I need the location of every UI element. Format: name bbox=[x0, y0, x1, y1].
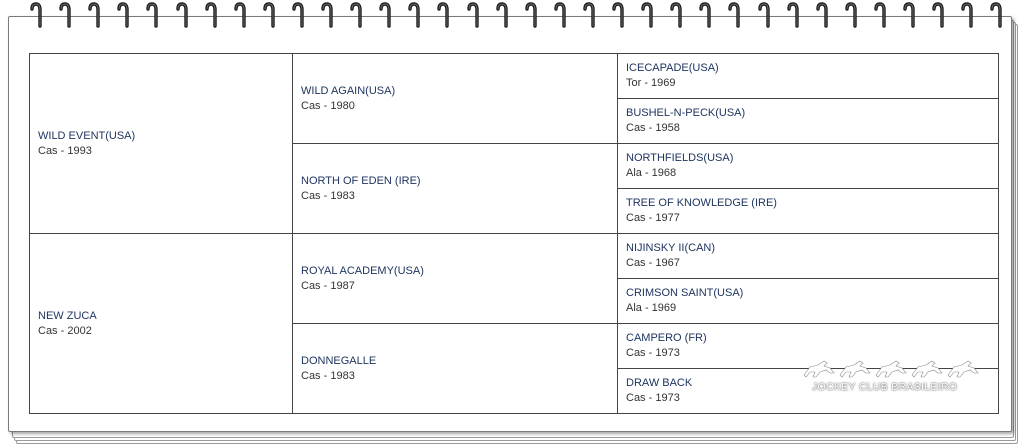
spiral-ring bbox=[496, 2, 510, 32]
grandparent-cell bbox=[293, 324, 618, 414]
great-grandparent-cell bbox=[618, 234, 999, 279]
spiral-binding bbox=[0, 0, 1024, 40]
dam-info: Cas - 2002 bbox=[38, 324, 92, 337]
spiral-ring bbox=[554, 2, 568, 32]
spiral-ring bbox=[641, 2, 655, 32]
great-grandparent-name: BUSHEL-N-PECK(USA) bbox=[626, 107, 746, 119]
spiral-ring bbox=[961, 2, 975, 32]
grandparent-name: DONNEGALLE bbox=[301, 354, 377, 367]
grandparent-cell bbox=[293, 144, 618, 234]
spiral-ring bbox=[408, 2, 422, 32]
great-grandparent-info: Ala - 1969 bbox=[626, 302, 677, 314]
grandparent-info: Cas - 1987 bbox=[301, 279, 355, 292]
spiral-ring bbox=[903, 2, 917, 32]
spiral-ring bbox=[234, 2, 248, 32]
great-grandparent-info: Tor - 1969 bbox=[626, 77, 676, 89]
spiral-ring bbox=[437, 2, 451, 32]
great-grandparent-name: CRIMSON SAINT(USA) bbox=[626, 287, 744, 299]
great-grandparent-info: Cas - 1973 bbox=[626, 347, 680, 359]
spiral-ring bbox=[728, 2, 742, 32]
great-grandparent-cell bbox=[618, 144, 999, 189]
spiral-ring bbox=[117, 2, 131, 32]
spiral-ring bbox=[176, 2, 190, 32]
spiral-ring bbox=[30, 2, 44, 32]
great-grandparent-name: CAMPERO (FR) bbox=[626, 332, 707, 344]
great-grandparent-name: TREE OF KNOWLEDGE (IRE) bbox=[626, 197, 777, 209]
spiral-ring bbox=[88, 2, 102, 32]
spiral-ring bbox=[845, 2, 859, 32]
spiral-ring bbox=[583, 2, 597, 32]
great-grandparent-cell bbox=[618, 279, 999, 324]
dam-name: NEW ZUCA bbox=[38, 309, 97, 322]
great-grandparent-cell bbox=[618, 54, 999, 99]
spiral-ring bbox=[467, 2, 481, 32]
great-grandparent-cell bbox=[618, 189, 999, 234]
spiral-ring bbox=[59, 2, 73, 32]
spiral-ring bbox=[932, 2, 946, 32]
grandparent-cell bbox=[293, 54, 618, 144]
spiral-ring bbox=[525, 2, 539, 32]
spiral-ring bbox=[612, 2, 626, 32]
great-grandparent-info: Ala - 1968 bbox=[626, 167, 677, 179]
spiral-ring bbox=[379, 2, 393, 32]
racing-horses-icon bbox=[800, 355, 986, 381]
great-grandparent-info: Cas - 1967 bbox=[626, 257, 680, 269]
grandparent-info: Cas - 1983 bbox=[301, 189, 355, 202]
spiral-ring bbox=[205, 2, 219, 32]
spiral-ring bbox=[699, 2, 713, 32]
spiral-ring bbox=[787, 2, 801, 32]
spiral-ring bbox=[350, 2, 364, 32]
grandparent-info: Cas - 1983 bbox=[301, 369, 355, 382]
jockey-club-watermark bbox=[800, 355, 986, 397]
great-grandparent-cell bbox=[618, 99, 999, 144]
great-grandparent-name: DRAW BACK bbox=[626, 377, 693, 389]
grandparent-name: ROYAL ACADEMY(USA) bbox=[301, 264, 424, 277]
grandparent-cell bbox=[293, 234, 618, 324]
spiral-ring bbox=[816, 2, 830, 32]
spiral-ring bbox=[670, 2, 684, 32]
grandparent-info: Cas - 1980 bbox=[301, 99, 355, 112]
great-grandparent-name: NORTHFIELDS(USA) bbox=[626, 152, 734, 164]
spiral-ring bbox=[990, 2, 1004, 32]
spiral-ring bbox=[321, 2, 335, 32]
spiral-ring bbox=[874, 2, 888, 32]
spiral-ring bbox=[263, 2, 277, 32]
watermark-text: JOCKEY CLUB BRASILEIRO bbox=[812, 381, 958, 393]
sire-info: Cas - 1993 bbox=[38, 144, 92, 157]
great-grandparent-info: Cas - 1977 bbox=[626, 212, 680, 224]
sire-cell bbox=[30, 54, 293, 234]
dam-cell bbox=[30, 234, 293, 414]
great-grandparent-name: ICECAPADE(USA) bbox=[626, 62, 719, 74]
great-grandparent-name: NIJINSKY II(CAN) bbox=[626, 242, 716, 254]
spiral-ring bbox=[146, 2, 160, 32]
spiral-ring bbox=[292, 2, 306, 32]
great-grandparent-info: Cas - 1958 bbox=[626, 122, 680, 134]
sire-name: WILD EVENT(USA) bbox=[38, 129, 136, 142]
great-grandparent-info: Cas - 1973 bbox=[626, 392, 680, 404]
grandparent-name: WILD AGAIN(USA) bbox=[301, 84, 396, 97]
spiral-ring bbox=[758, 2, 772, 32]
grandparent-name: NORTH OF EDEN (IRE) bbox=[301, 174, 421, 187]
